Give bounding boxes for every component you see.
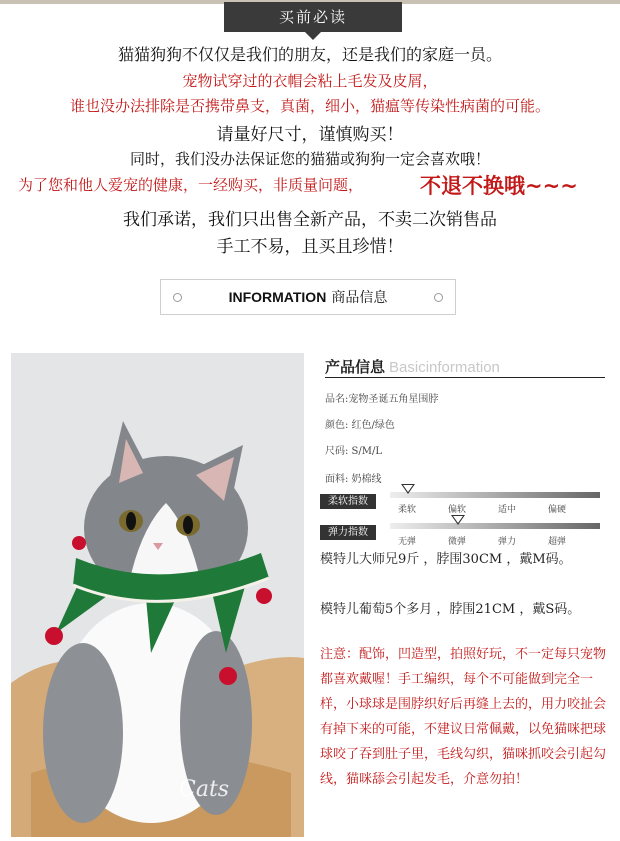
elasticity-marker-icon bbox=[451, 515, 465, 525]
notice-line-8: 手工不易，且买且珍惜！ bbox=[216, 237, 404, 257]
elasticity-tick: 微弹 bbox=[448, 537, 467, 547]
banner-title-en: INFORMATION bbox=[228, 289, 327, 305]
banner-title-cn: 商品信息 bbox=[331, 290, 388, 306]
softness-tick: 柔软 bbox=[398, 505, 417, 515]
softness-label: 柔软指数 bbox=[320, 494, 376, 509]
model-info-2: 模特儿葡萄5个多月 ，脖围21CM ，戴S码。 bbox=[320, 602, 581, 617]
notice-tab: 买前必读 bbox=[224, 2, 402, 32]
notice-line-5: 同时，我们没办法保证您的猫猫或狗狗一定会喜欢哦！ bbox=[129, 150, 490, 168]
product-photo bbox=[11, 353, 304, 837]
spec-heading-en: Basicinformation bbox=[389, 359, 500, 376]
no-return-emphasis: 不退不换哦~~~ bbox=[420, 174, 578, 198]
notice-line-7: 我们承诺，我们只出售全新产品，不卖二次销售品 bbox=[123, 210, 497, 230]
banner-right-circle-icon bbox=[434, 293, 443, 302]
spec-name: 品名:宠物圣诞五角星围脖 bbox=[325, 394, 439, 405]
elasticity-label: 弹力指数 bbox=[320, 525, 376, 540]
model-info-1: 模特儿大师兄9斤 ，脖围30CM ，戴M码。 bbox=[320, 552, 572, 567]
elasticity-bar bbox=[390, 523, 600, 529]
care-note: 注意：配饰，凹造型，拍照好玩，不一定每只宠物都喜欢戴喔！手工编织，每个不可能做到完全一样，小球球是围脖织好后再缝上去的，用力咬扯会有掉下来的可能，不建议日常佩戴，以免猫咪把球球咬了吞到肚子里，毛线勾织，猫咪抓咬会引起勾线，猫咪舔会引起发毛，介意勿拍！ bbox=[320, 647, 607, 787]
elasticity-tick: 弹力 bbox=[498, 537, 517, 547]
spec-size: 尺码: S/M/L bbox=[325, 446, 383, 457]
banner-left-circle-icon bbox=[173, 293, 182, 302]
elasticity-tick: 超弹 bbox=[548, 537, 567, 547]
softness-marker-icon bbox=[401, 484, 415, 494]
elasticity-tick: 无弹 bbox=[398, 537, 417, 547]
softness-tick: 适中 bbox=[498, 505, 517, 515]
spec-heading bbox=[325, 356, 500, 377]
spec-color: 颜色: 红色/绿色 bbox=[325, 420, 395, 431]
notice-line-1: 猫猫狗狗不仅仅是我们的朋友，还是我们的家庭一员。 bbox=[117, 45, 502, 64]
notice-line-4: 请量好尺寸，谨慎购买！ bbox=[216, 125, 404, 145]
spec-heading-cn: 产品信息 bbox=[325, 358, 386, 376]
photo-watermark: Cats bbox=[179, 777, 230, 802]
softness-bar bbox=[390, 492, 600, 498]
spec-material: 面料: 奶棉线 bbox=[325, 474, 382, 485]
information-banner bbox=[160, 279, 456, 315]
spec-divider bbox=[325, 377, 605, 378]
softness-tick: 偏硬 bbox=[548, 505, 567, 515]
notice-line-6: 为了您和他人爱宠的健康，一经购买，非质量问题， bbox=[18, 176, 364, 194]
notice-line-2: 宠物试穿过的衣帽会粘上毛发及皮屑， bbox=[182, 72, 438, 90]
cat-illustration bbox=[11, 353, 304, 837]
notice-line-3: 谁也没办法排除是否携带鼻支，真菌，细小，猫瘟等传染性病菌的可能。 bbox=[69, 97, 550, 115]
softness-tick: 偏软 bbox=[448, 505, 467, 515]
